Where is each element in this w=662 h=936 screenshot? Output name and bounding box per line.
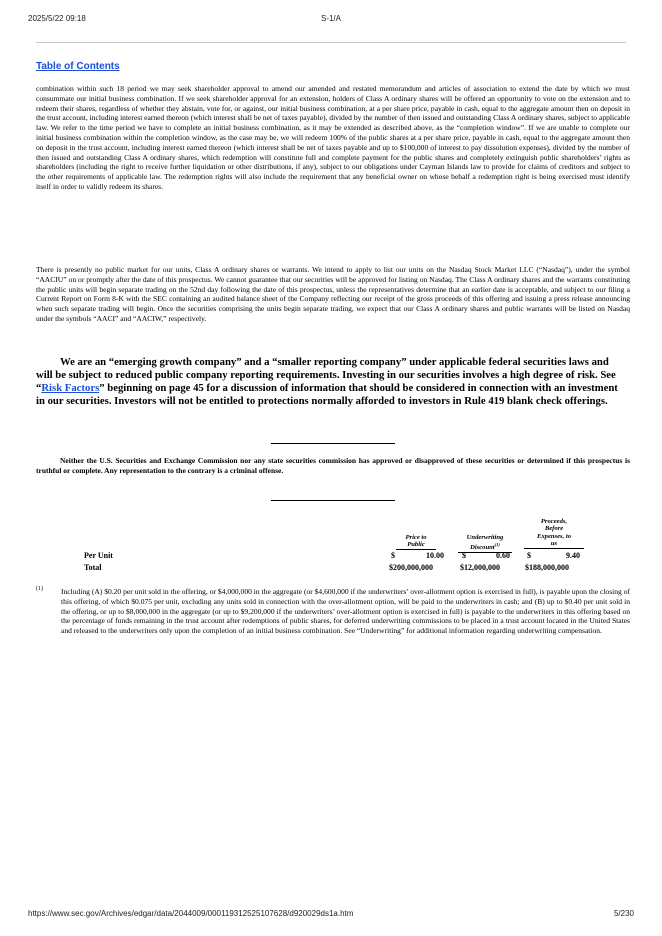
- row-label-total: Total: [84, 563, 102, 572]
- per-unit-proceeds: 9.40: [566, 551, 580, 560]
- col-header-underwriting-line2: Discount: [470, 544, 495, 552]
- row-label-per-unit: Per Unit: [84, 551, 113, 560]
- separator-line-1: [271, 443, 395, 444]
- per-unit-price-symbol: $: [391, 551, 395, 560]
- col-header-proceeds-line1: Proceeds,: [540, 518, 568, 525]
- risk-statement-after: ” beginning on page 45 for a discussion of information that should be considered in connection with an investment in our securities. Investors will not be entitled to protections normally afforded to investors in Rule 419 blank check offerings.: [36, 382, 618, 407]
- sec-disclaimer: Neither the U.S. Securities and Exchange Commission nor any state securities commission has approved or disapproved of these securities or determined if this prospectus is truthful or complete. Any representation to the contrary is a criminal offense.: [36, 456, 630, 475]
- col-header-underwriting-line1: Underwriting: [466, 534, 504, 541]
- col-header-proceeds: [524, 518, 584, 549]
- risk-statement: [36, 356, 626, 408]
- page-url: https://www.sec.gov/Archives/edgar/data/2044009/000119312525107628/d920029ds1a.htm: [28, 909, 354, 918]
- col-header-underwriting-footnote: (1): [494, 542, 500, 548]
- separator-line-2: [271, 500, 395, 501]
- page-number: 5/230: [613, 909, 634, 918]
- header-divider: [36, 42, 626, 43]
- per-unit-discount: 0.60: [496, 551, 510, 560]
- col-header-proceeds-line3: Expenses, to: [536, 532, 572, 540]
- total-proceeds: $188,000,000: [525, 563, 569, 572]
- per-unit-proceeds-symbol: $: [527, 551, 531, 560]
- col-header-price: [396, 534, 436, 550]
- risk-statement-before: We are an “emerging growth company” and a “smaller reporting company” under applicable federal securities laws and will be subject to reduced public company reporting requirements. Investing in our securities involves a high degree of risk. See “: [36, 356, 616, 394]
- offering-pricing-table: [84, 514, 584, 576]
- print-datetime: 2025/5/22 09:18: [28, 14, 86, 23]
- total-price: $200,000,000: [389, 563, 433, 572]
- footnote-marker: (1): [36, 586, 43, 592]
- per-unit-price: 10.00: [426, 551, 444, 560]
- document-title: S-1/A: [320, 14, 341, 23]
- footnote-1: [36, 587, 630, 636]
- col-header-proceeds-line2: Before: [544, 525, 564, 533]
- total-discount: $12,000,000: [460, 563, 500, 572]
- col-header-proceeds-line4: us: [524, 540, 584, 548]
- risk-factors-link[interactable]: Risk Factors: [41, 382, 100, 394]
- col-header-price-line2: Public: [396, 541, 436, 549]
- body-paragraph-market: There is presently no public market for our units, Class A ordinary shares or warrants. We intend to apply to list our units on the Nasdaq Stock Market LLC (“Nasdaq”), under the symbol “AACIU” on or promptly after the date of this prospectus. We cannot guarantee that our securities will be approved for listing on Nasdaq. The Class A ordinary shares and the warrants constituting the public units will begin separate trading on the 52nd day following the date of this prospectus, unless the representatives determine that an earlier date is acceptable, and subject to our filing a Current Report on Form 8-K with the SEC containing an audited balance sheet of the Company reflecting our receipt of the gross proceeds of this offering and issuing a press release announcing when such separate trading will begin. Once the securities comprising the units begin separate trading, we expect that our Class A ordinary shares and public warrants will be listed on Nasdaq under the symbols “AACI” and “AACIW,” respectively.: [36, 265, 630, 323]
- per-unit-discount-symbol: $: [462, 551, 466, 560]
- footnote-text: Including (A) $0.20 per unit sold in the offering, or $4,000,000 in the aggregate (or $4,600,000 if the underwriters’ over-allotment option is exercised in full), is payable upon the closing of this offering, of which $0.075 per unit, excluding any units sold in connection with the over-allotment option, will be paid to the underwriters in cash; and (B) up to $0.40 per unit sold in the offering, or up to $8,000,000 in the aggregate (or up to $9,200,000 if the underwriters’ over-allotment option is exercised in full) is payable to the underwriters in this offering based on the percentage of funds remaining in the trust account after redemptions of public shares, for deferred underwriting commissions to be placed in a trust account located in the United States and released to the underwriters only upon the completion of an initial business combination. See “Underwriting” for additional information regarding underwriting compensation.: [61, 587, 630, 636]
- col-header-price-line1: Price to: [405, 534, 427, 541]
- table-of-contents-link[interactable]: Table of Contents: [36, 61, 120, 72]
- body-paragraph-redemption: combination within such 18 period we may seek shareholder approval to amend our amended and restated memorandum and articles of association to extend the date by which we must consummate our initial business combination. If we seek shareholder approval for an extension, holders of Class A ordinary shares will be offered an opportunity to vote on the extension and to redeem their shares, regardless of whether they abstain, vote for, or against, our initial business combination, at a per share price, payable in cash, equal to the aggregate amount then on deposit in the trust account, including interest earned thereon (which interest shall be net of taxes payable), divided by the number of then issued and outstanding Class A ordinary shares, subject to applicable law. We refer to the time period we have to complete an initial business combination, as it may be extended as described above, as the “completion window”. If we are unable to complete our initial business combination within the completion window, as the case may be, we will redeem 100% of the public shares at a per share price, payable in cash, equal to the aggregate amount then on deposit in the trust account, including interest earned thereon (which interest shall be net of taxes payable and up to $100,000 of interest to pay dissolution expenses), divided by the number of then issued and outstanding Class A ordinary shares, which redemption will constitute full and complete payment for the public shares and completely extinguish public shareholders’ rights as shareholders (including the right to receive further liquidation or other distributions, if any), subject to our obligations under Cayman Islands law to provide for claims of creditors and subject to the other requirements of applicable law. The redemption rights will also include the requirement that any beneficial owner on whose behalf a redemption right is being exercised must identify itself in order to validly redeem its shares.: [36, 84, 630, 191]
